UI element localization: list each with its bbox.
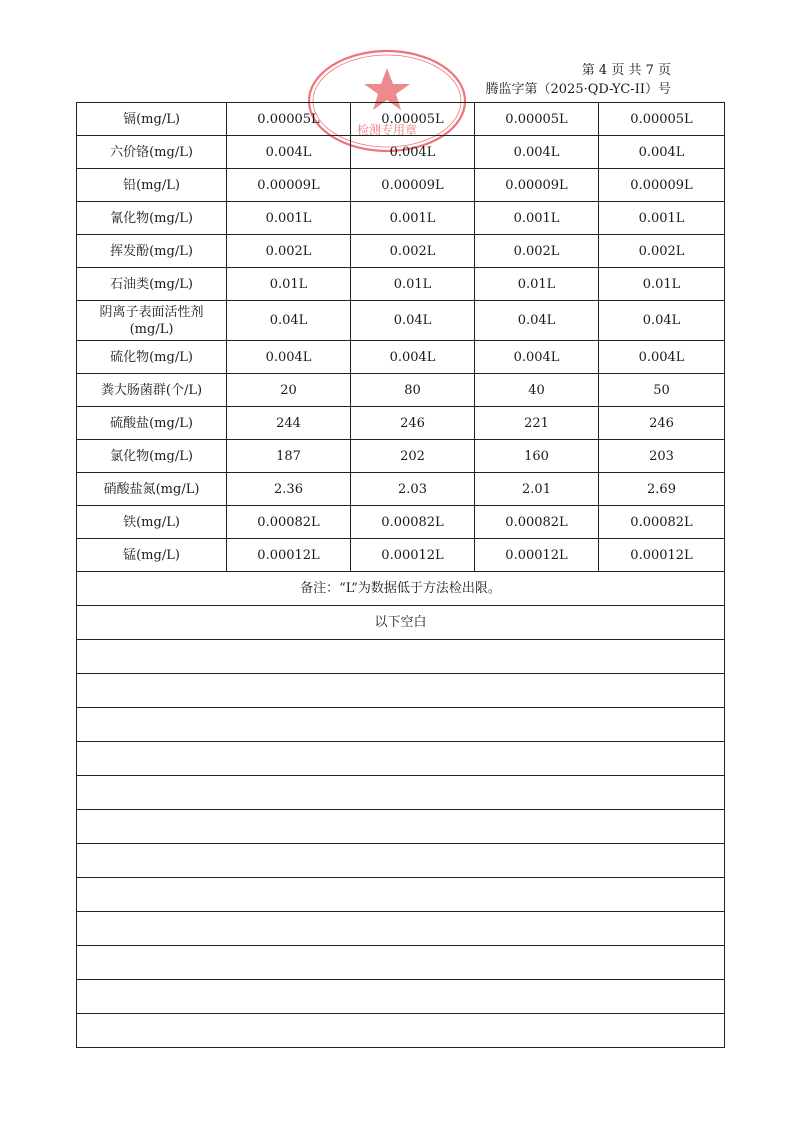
table-row bbox=[77, 539, 725, 572]
table-row bbox=[77, 374, 725, 407]
empty-cell bbox=[77, 742, 725, 776]
value-cell: 0.01L bbox=[351, 268, 475, 301]
table-row bbox=[77, 268, 725, 301]
value-cell: 203 bbox=[599, 440, 725, 473]
value-cell: 0.004L bbox=[227, 136, 351, 169]
value-cell: 0.004L bbox=[599, 136, 725, 169]
table-row bbox=[77, 235, 725, 268]
value-cell: 80 bbox=[351, 374, 475, 407]
value-cell: 0.001L bbox=[351, 202, 475, 235]
empty-row bbox=[77, 878, 725, 912]
value-cell: 0.04L bbox=[227, 301, 351, 341]
parameter-name: 硝酸盐氮(mg/L) bbox=[77, 473, 227, 506]
table-row bbox=[77, 301, 725, 341]
value-cell: 246 bbox=[599, 407, 725, 440]
parameter-name: 石油类(mg/L) bbox=[77, 268, 227, 301]
note-text: 备注：“L”为数据低于方法检出限。 bbox=[77, 572, 725, 606]
table-row bbox=[77, 506, 725, 539]
table-row bbox=[77, 473, 725, 506]
empty-cell bbox=[77, 878, 725, 912]
empty-row bbox=[77, 844, 725, 878]
value-cell: 244 bbox=[227, 407, 351, 440]
value-cell: 0.04L bbox=[475, 301, 599, 341]
value-cell: 0.01L bbox=[599, 268, 725, 301]
table-row bbox=[77, 440, 725, 473]
value-cell: 0.04L bbox=[351, 301, 475, 341]
empty-row bbox=[77, 776, 725, 810]
value-cell: 0.004L bbox=[475, 341, 599, 374]
empty-cell bbox=[77, 640, 725, 674]
value-cell: 0.004L bbox=[351, 341, 475, 374]
value-cell: 0.002L bbox=[351, 235, 475, 268]
empty-cell bbox=[77, 912, 725, 946]
value-cell: 0.00012L bbox=[475, 539, 599, 572]
parameter-name: 锰(mg/L) bbox=[77, 539, 227, 572]
table-row bbox=[77, 341, 725, 374]
parameter-name: 六价铬(mg/L) bbox=[77, 136, 227, 169]
table-row bbox=[77, 202, 725, 235]
value-cell: 0.00005L bbox=[599, 103, 725, 136]
value-cell: 0.00012L bbox=[351, 539, 475, 572]
value-cell: 0.00082L bbox=[351, 506, 475, 539]
value-cell: 40 bbox=[475, 374, 599, 407]
value-cell: 0.00082L bbox=[599, 506, 725, 539]
value-cell: 0.00082L bbox=[227, 506, 351, 539]
value-cell: 0.001L bbox=[599, 202, 725, 235]
value-cell: 2.03 bbox=[351, 473, 475, 506]
empty-row bbox=[77, 674, 725, 708]
empty-cell bbox=[77, 844, 725, 878]
empty-row bbox=[77, 1014, 725, 1048]
value-cell: 0.002L bbox=[475, 235, 599, 268]
parameter-name: 镉(mg/L) bbox=[77, 103, 227, 136]
value-cell: 0.04L bbox=[599, 301, 725, 341]
value-cell: 0.01L bbox=[227, 268, 351, 301]
value-cell: 221 bbox=[475, 407, 599, 440]
parameter-name: 粪大肠菌群(个/L) bbox=[77, 374, 227, 407]
page-number: 第 4 页 共 7 页 bbox=[581, 63, 671, 78]
value-cell: 0.00009L bbox=[599, 169, 725, 202]
empty-row bbox=[77, 742, 725, 776]
value-cell: 0.01L bbox=[475, 268, 599, 301]
table-row bbox=[77, 407, 725, 440]
value-cell: 0.004L bbox=[599, 341, 725, 374]
seal-bottom-text: 检测专用章 bbox=[356, 123, 418, 137]
empty-cell bbox=[77, 980, 725, 1014]
value-cell: 20 bbox=[227, 374, 351, 407]
value-cell: 246 bbox=[351, 407, 475, 440]
value-cell: 0.001L bbox=[227, 202, 351, 235]
table-row bbox=[77, 169, 725, 202]
empty-row bbox=[77, 980, 725, 1014]
value-cell: 202 bbox=[351, 440, 475, 473]
value-cell: 0.002L bbox=[227, 235, 351, 268]
value-cell: 0.004L bbox=[351, 136, 475, 169]
value-cell: 0.00012L bbox=[227, 539, 351, 572]
value-cell: 0.004L bbox=[475, 136, 599, 169]
parameter-name: 铁(mg/L) bbox=[77, 506, 227, 539]
empty-row bbox=[77, 912, 725, 946]
value-cell: 160 bbox=[475, 440, 599, 473]
empty-cell bbox=[77, 708, 725, 742]
empty-cell bbox=[77, 776, 725, 810]
value-cell: 187 bbox=[227, 440, 351, 473]
empty-cell bbox=[77, 674, 725, 708]
value-cell: 0.00009L bbox=[475, 169, 599, 202]
table-row bbox=[77, 103, 725, 136]
value-cell: 0.00005L bbox=[227, 103, 351, 136]
value-cell: 0.00009L bbox=[351, 169, 475, 202]
value-cell: 0.00005L bbox=[351, 103, 475, 136]
parameter-name: 硫化物(mg/L) bbox=[77, 341, 227, 374]
empty-row bbox=[77, 708, 725, 742]
value-cell: 0.00005L bbox=[475, 103, 599, 136]
value-cell: 2.01 bbox=[475, 473, 599, 506]
empty-row bbox=[77, 640, 725, 674]
empty-cell bbox=[77, 946, 725, 980]
parameter-name: 阴离子表面活性剂(mg/L) bbox=[77, 301, 227, 341]
value-cell: 0.00012L bbox=[599, 539, 725, 572]
parameter-name: 氰化物(mg/L) bbox=[77, 202, 227, 235]
value-cell: 0.004L bbox=[227, 341, 351, 374]
value-cell: 2.36 bbox=[227, 473, 351, 506]
parameter-name: 硫酸盐(mg/L) bbox=[77, 407, 227, 440]
note-row bbox=[77, 572, 725, 606]
value-cell: 0.00082L bbox=[475, 506, 599, 539]
parameter-name: 铅(mg/L) bbox=[77, 169, 227, 202]
parameter-name: 挥发酚(mg/L) bbox=[77, 235, 227, 268]
value-cell: 0.002L bbox=[599, 235, 725, 268]
report-number: 腾监字第（2025·QD-YC-II）号 bbox=[485, 82, 671, 97]
value-cell: 0.001L bbox=[475, 202, 599, 235]
results-table bbox=[76, 102, 725, 1048]
parameter-name: 氯化物(mg/L) bbox=[77, 440, 227, 473]
value-cell: 50 bbox=[599, 374, 725, 407]
value-cell: 2.69 bbox=[599, 473, 725, 506]
empty-row bbox=[77, 810, 725, 844]
blank-label: 以下空白 bbox=[77, 606, 725, 640]
table-row bbox=[77, 136, 725, 169]
blank-label-row bbox=[77, 606, 725, 640]
empty-cell bbox=[77, 810, 725, 844]
empty-cell bbox=[77, 1014, 725, 1048]
empty-row bbox=[77, 946, 725, 980]
value-cell: 0.00009L bbox=[227, 169, 351, 202]
